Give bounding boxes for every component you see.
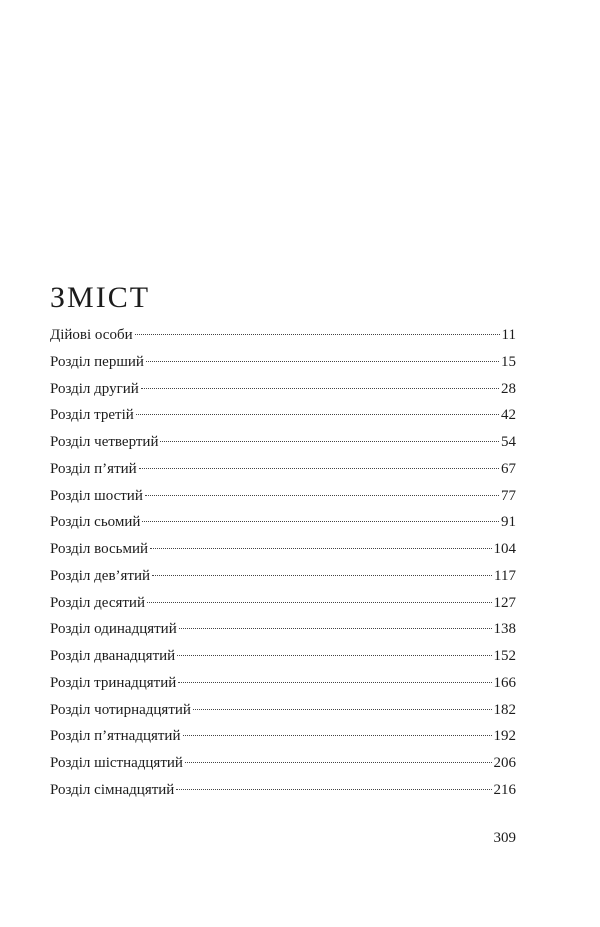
toc-entry-label: Розділ дванадцятий xyxy=(50,648,176,664)
toc-dot-leader xyxy=(152,575,492,576)
toc-entry-page: 28 xyxy=(501,380,516,397)
toc-entry[interactable] xyxy=(50,402,516,429)
toc-entry[interactable] xyxy=(50,777,516,804)
toc-entry[interactable] xyxy=(50,723,516,750)
toc-entry[interactable] xyxy=(50,509,516,536)
page-number: 309 xyxy=(493,830,516,846)
toc-entry[interactable] xyxy=(50,376,516,403)
toc-entry-page: 127 xyxy=(493,594,516,611)
toc-entry[interactable] xyxy=(50,750,516,777)
toc-entry-label: Розділ чотирнадцятий xyxy=(50,701,191,718)
toc-dot-leader xyxy=(147,602,492,603)
toc-entry-page: 11 xyxy=(501,327,516,343)
toc-entry-page: 91 xyxy=(501,514,516,531)
toc-entry-label: Розділ сьомий xyxy=(50,514,141,531)
toc-entry-label: Розділ четвертий xyxy=(50,434,159,450)
toc-entry[interactable] xyxy=(50,670,516,697)
toc-entry-page: 104 xyxy=(493,541,516,557)
toc-dot-leader xyxy=(145,495,499,496)
toc-entry-label: Дійові особи xyxy=(50,327,133,343)
toc-dot-leader xyxy=(142,521,499,522)
toc-dot-leader xyxy=(136,414,499,415)
toc-dot-leader xyxy=(150,548,491,549)
toc-entry-page: 54 xyxy=(501,434,516,450)
toc-entry-page: 67 xyxy=(501,460,516,477)
toc-entry-label: Розділ шостий xyxy=(50,487,143,504)
toc-entry[interactable] xyxy=(50,349,516,376)
toc-entry-page: 216 xyxy=(493,781,516,798)
toc-entry-page: 138 xyxy=(493,621,516,638)
toc-entry-label: Розділ шістнадцятий xyxy=(50,755,183,771)
toc-entry-label: Розділ восьмий xyxy=(50,541,149,557)
toc-entry-label: Розділ третій xyxy=(50,407,134,424)
toc-dot-leader xyxy=(139,468,499,469)
toc-dot-leader xyxy=(141,388,499,389)
toc-dot-leader xyxy=(177,655,491,656)
toc-entry-label: Розділ п’ятий xyxy=(50,460,137,477)
toc-entry-label: Розділ другий xyxy=(50,380,139,397)
toc-entry-label: Розділ тринадцятий xyxy=(50,674,177,691)
toc-dot-leader xyxy=(176,789,491,790)
toc-entry-page: 182 xyxy=(493,701,516,718)
toc-entry-page: 42 xyxy=(501,407,516,424)
toc-dot-leader xyxy=(179,628,492,629)
toc-dot-leader xyxy=(185,762,492,763)
toc-entry-page: 152 xyxy=(493,648,516,664)
table-of-contents xyxy=(50,322,516,804)
toc-entry-page: 117 xyxy=(494,567,516,584)
toc-entry-label: Розділ п’ятнадцятий xyxy=(50,728,181,745)
toc-entry[interactable] xyxy=(50,456,516,483)
toc-dot-leader xyxy=(135,334,500,335)
toc-entry[interactable] xyxy=(50,643,516,670)
toc-entry[interactable] xyxy=(50,590,516,617)
toc-entry-label: Розділ перший xyxy=(50,353,144,370)
toc-dot-leader xyxy=(146,361,499,362)
toc-dot-leader xyxy=(193,709,492,710)
toc-entry-page: 15 xyxy=(501,353,516,370)
toc-dot-leader xyxy=(183,735,492,736)
toc-entry[interactable] xyxy=(50,616,516,643)
toc-entry-page: 77 xyxy=(501,487,516,504)
page-title: ЗМІСТ xyxy=(50,281,151,314)
toc-dot-leader xyxy=(178,682,491,683)
toc-entry[interactable] xyxy=(50,697,516,724)
toc-entry-page: 166 xyxy=(493,674,516,691)
toc-entry-label: Розділ десятий xyxy=(50,594,145,611)
toc-entry[interactable] xyxy=(50,429,516,456)
toc-entry[interactable] xyxy=(50,483,516,510)
toc-entry-page: 206 xyxy=(493,755,516,771)
toc-entry-label: Розділ сімнадцятий xyxy=(50,781,175,798)
toc-entry-label: Розділ одинадцятий xyxy=(50,621,177,638)
toc-entry-page: 192 xyxy=(493,728,516,745)
toc-entry[interactable] xyxy=(50,563,516,590)
toc-entry-label: Розділ дев’ятий xyxy=(50,567,151,584)
toc-dot-leader xyxy=(160,441,499,442)
toc-entry[interactable] xyxy=(50,536,516,563)
toc-entry[interactable] xyxy=(50,322,516,349)
